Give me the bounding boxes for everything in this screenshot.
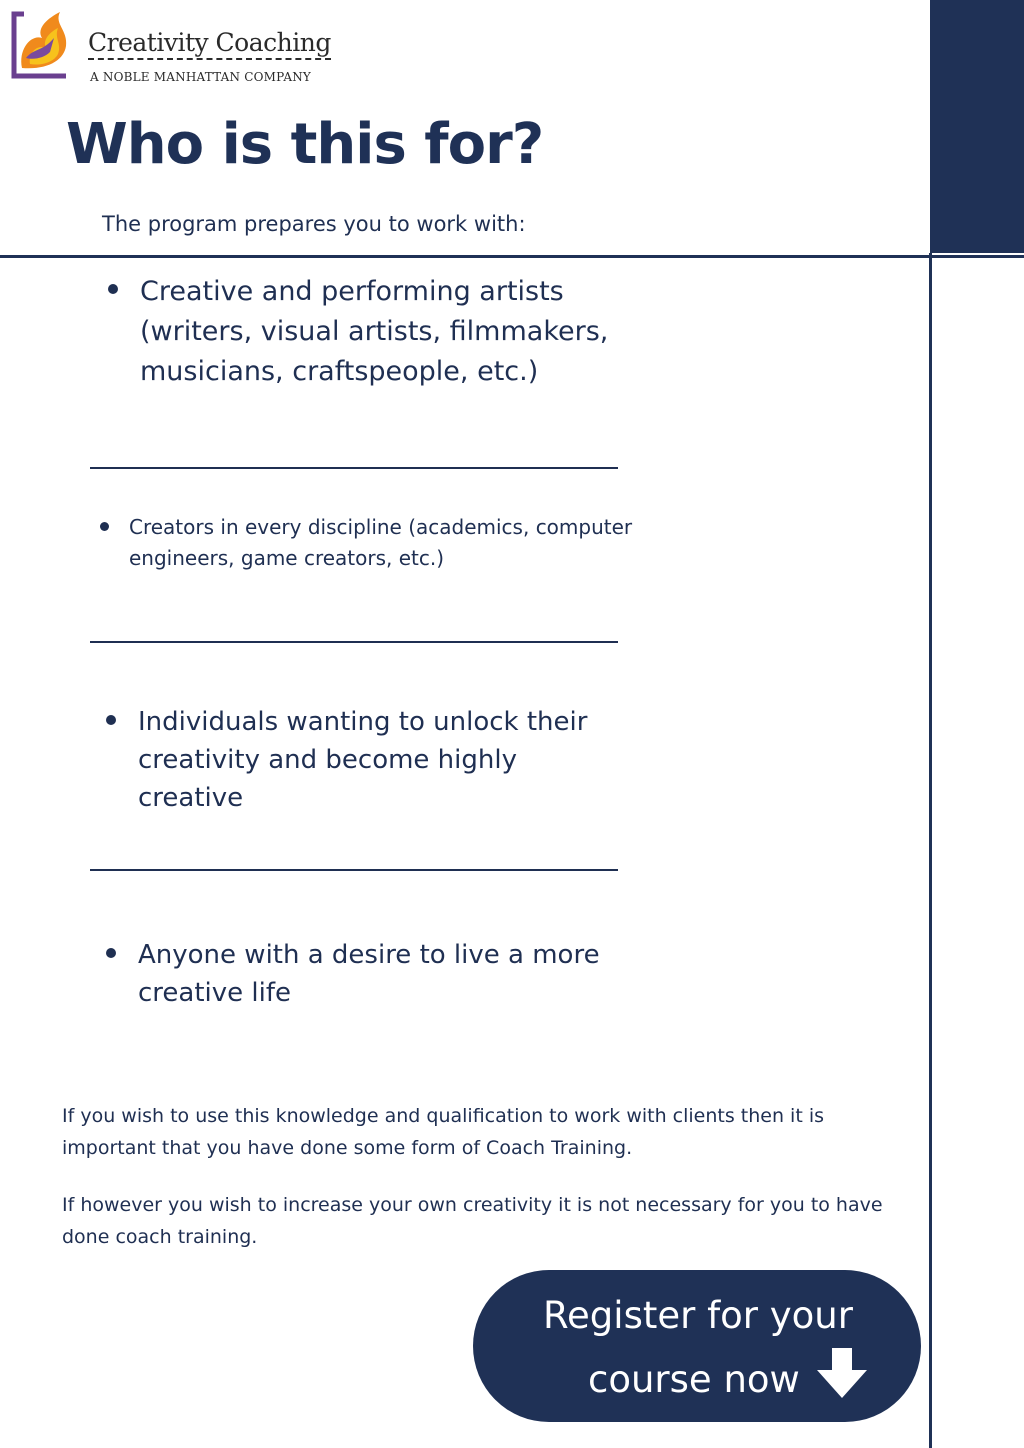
bullet-icon <box>106 715 116 725</box>
horizontal-rule <box>0 255 1024 258</box>
self-creativity-note: If however you wish to increase your own creativity it is not necessary for you to have done coach training. <box>62 1194 883 1248</box>
list-item-text: Individuals wanting to unlock their creativity and become highly creative <box>138 707 588 813</box>
right-vertical-rule <box>929 253 932 1448</box>
intro-text: The program prepares you to work with: <box>102 212 526 236</box>
register-button[interactable] <box>473 1270 921 1422</box>
bullet-icon <box>108 284 118 294</box>
list-item-text: Anyone with a desire to live a more creative life <box>138 940 600 1008</box>
list-item <box>106 936 626 1012</box>
logo-title: Creativity Coaching <box>88 28 331 60</box>
list-item-text: Creative and performing artists (writers, visual artists, filmmakers, musicians, craftspeople, etc.) <box>140 276 609 387</box>
list-item-text: Creators in every discipline (academics, computer engineers, game creators, etc.) <box>129 515 633 570</box>
coach-training-note: If you wish to use this knowledge and qualification to work with clients then it is important that you have done some form of Coach Training. <box>62 1105 824 1159</box>
page-title: Who is this for? <box>66 112 544 177</box>
navy-corner-block <box>930 0 1024 253</box>
company-logo <box>8 8 331 84</box>
logo-subtitle: A NOBLE MANHATTAN COMPANY <box>90 70 312 84</box>
list-item <box>100 512 640 574</box>
register-button-line1: Register for your <box>543 1294 853 1337</box>
flame-logo-icon <box>8 8 80 82</box>
divider <box>90 869 618 871</box>
bullet-icon <box>100 522 109 531</box>
list-item <box>108 272 628 392</box>
divider <box>90 467 618 469</box>
register-button-line2: course now <box>588 1358 800 1401</box>
bullet-icon <box>106 948 116 958</box>
arrow-down-icon <box>815 1346 869 1400</box>
divider <box>90 641 618 643</box>
list-item <box>106 703 626 817</box>
